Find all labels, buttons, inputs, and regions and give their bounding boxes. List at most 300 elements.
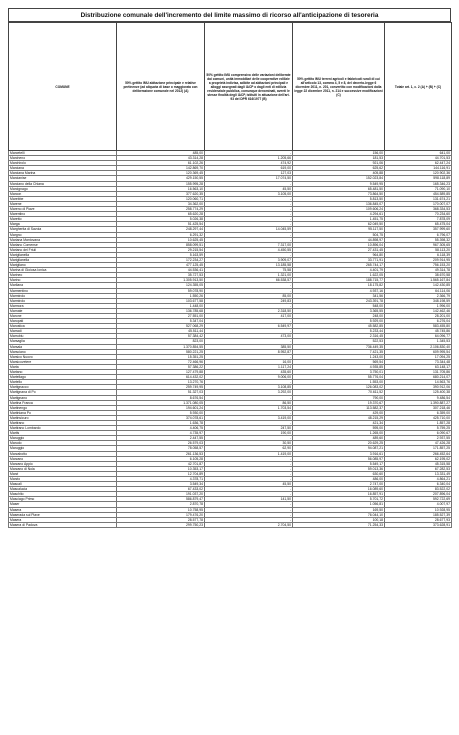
cell-value: 58.113,20 [385,247,452,252]
cell-value: 45,50 [205,186,293,191]
cell-value: 169,50 [293,507,385,512]
cell-value: 65.620,28 [117,212,205,217]
cell-value: 1.448,00 [117,303,205,308]
cell-value: 368.334,53 [385,207,452,212]
cell-value: 9.549,95 [293,181,385,186]
cell-value: 4.935,85 [293,364,385,369]
cell-comune: Marzano [9,456,117,461]
cell-value: 5.813,50 [293,196,385,201]
cell-value: 59.078,90 [117,288,205,293]
cell-value: - [205,319,293,324]
cell-value: 76.044,10 [293,512,385,517]
cell-value: 373.628,91 [385,522,452,527]
cell-value: 2.316,45 [293,334,385,339]
cell-value: 113.582,37 [293,405,385,410]
cell-value: - [205,420,293,425]
cell-value: 57.386,22 [117,364,205,369]
cell-value: 4.735,97 [117,431,205,436]
cell-comune: Marcetelli [9,151,117,156]
document-page [8,8,451,528]
cell-value: - [205,151,293,156]
cell-value: 4.937,16 [293,288,385,293]
cell-value: 65.475,04 [385,222,452,227]
cell-value: 2.704,50 [205,522,293,527]
cell-comune: Marino [9,278,117,283]
cell-comune: Mascali [9,482,117,487]
cell-value: 131.674,21 [385,196,452,201]
cell-value: - [205,212,293,217]
cell-value: 57.384,42 [117,334,205,339]
cell-value: 736.449,35 [293,344,385,349]
cell-value: 45.745,86 [385,329,452,334]
cell-value: 14.563,76 [385,380,452,385]
cell-value: 5.233,44 [293,329,385,334]
cell-value: 7.878,09 [385,217,452,222]
cell-value: 1.370.854,55 [117,344,205,349]
cell-value: 7.317,00 [205,242,293,247]
cell-value: 5.930,00 [117,410,205,415]
cell-value: 67.433,02 [117,487,205,492]
header-imu-terreni: 50% gettito IMU terreni agricoli e fabbricati rurali di cui all'articolo 13, comma 4, 5 e 8, del decreto-legge 6 dicembre 2011, n. 201, convertito con modificazioni dalla legge 22 dicembre 2011, n. 214 e successive modificazioni (C) [293,23,385,151]
cell-value: 265.744,17 [293,263,385,268]
cell-value: 385,50 [205,344,293,349]
cell-value: 421,34 [293,420,385,425]
cell-value: 1.117,24 [205,364,293,369]
cell-value: 619,00 [205,166,293,171]
cell-comune: Marcon [9,191,117,196]
cell-comune: Marene [9,201,117,206]
cell-value: 16,00 [205,359,293,364]
cell-comune: Mareno di Piave [9,207,117,212]
cell-value: 125.400,38 [385,390,452,395]
cell-comune: Martis [9,431,117,436]
cell-value: 243.391,78 [293,298,385,303]
cell-value: 49.314,78 [385,268,452,273]
cell-comune: Marciano della Chiana [9,181,117,186]
cell-value: 51.327,03 [117,390,205,395]
cell-value: 1.550,26 [117,293,205,298]
cell-value: 756.153,20 [385,263,452,268]
cell-value: 266.452,64 [385,451,452,456]
cell-value: 194.601,24 [117,405,205,410]
cell-comune: Marsaglia [9,339,117,344]
cell-comune: Masera di Padova [9,522,117,527]
cell-comune: Mariana Mantovana [9,237,117,242]
cell-value: 28.201,00 [385,314,452,319]
cell-comune: Martinengo [9,405,117,410]
cell-value: 4.378,71 [117,477,205,482]
cell-value: - [205,201,293,206]
cell-value: 13.331,49 [385,471,452,476]
cell-value: 20.629,25 [293,441,385,446]
cell-value: 299.750,23 [117,522,205,527]
cell-value: 258.774,29 [117,207,205,212]
cell-value: 527.068,29 [117,324,205,329]
cell-value: 78.058,57 [117,446,205,451]
cell-comune: Mariglianella [9,252,117,257]
cell-value: 249,83 [205,298,293,303]
cell-comune: Marentino [9,212,117,217]
cell-value: 5.163,59 [117,252,205,257]
cell-value: 26.579,03 [117,441,205,446]
cell-comune: Marnate [9,308,117,313]
cell-value: 9.006,00 [205,375,293,380]
cell-value: 86,50 [205,400,293,405]
cell-value: 43.314,28 [117,156,205,161]
cell-comune: Martiniana Po [9,410,117,415]
cell-value: - [205,232,293,237]
cell-value: 109.606,24 [293,207,385,212]
cell-value: 45,50 [205,482,293,487]
cell-value: 63.148,17 [385,364,452,369]
cell-comune: Marina di Gioiosa Ionica [9,268,117,273]
cell-value: 56.085,97 [293,456,385,461]
cell-value: 1.996,00 [385,303,452,308]
cell-value: 3.909,07 [205,257,293,262]
cell-comune: Maschito [9,492,117,497]
cell-value: 10.625,45 [117,237,205,242]
cell-comune: Marmirolo [9,293,117,298]
cell-value: 967.305,65 [385,242,452,247]
cell-value: 64.114,06 [385,288,452,293]
cell-comune: Mariano del Friuli [9,247,117,252]
cell-value: - [205,222,293,227]
cell-value: 259.749,95 [117,385,205,390]
cell-value: 95.117,50 [293,227,385,232]
cell-comune: Martirano [9,420,117,425]
cell-value: 454.589,85 [385,191,452,196]
cell-value: 641,00 [385,151,452,156]
cell-value: 580.221,25 [117,349,205,354]
cell-value: - [205,492,293,497]
cell-value: 83.522,02 [385,487,452,492]
cell-value: 474,92 [205,161,293,166]
cell-comune: Martirano Lombardo [9,426,117,431]
cell-value: 8.952,87 [205,349,293,354]
cell-value: 3.916,61 [293,451,385,456]
cell-comune: Maruggio [9,436,117,441]
cell-value: 127.479,88 [117,370,205,375]
cell-value: 625,62 [293,166,385,171]
cell-comune: Marone [9,314,117,319]
cell-value: 185.527,39 [385,512,452,517]
cell-value: 55.776,04 [293,375,385,380]
cell-value: 6.105,28 [117,456,205,461]
cell-value: 73.344,48 [385,359,452,364]
cell-value: 6.118,39 [385,252,452,257]
cell-value: 548,00 [293,303,385,308]
cell-value: 209.914,95 [385,257,452,262]
cell-value: 120.369,45 [117,171,205,176]
cell-value: 45.315,58 [385,461,452,466]
cell-value: 609.995,54 [385,349,452,354]
cell-value: 61.102,26 [117,161,205,166]
cell-comune: Masera [9,517,117,522]
cell-value: 152.023,84 [293,176,385,181]
cell-value: 62,90 [205,446,293,451]
cell-value: 94.087,21 [293,446,385,451]
cell-value: 181,53 [293,156,385,161]
cell-value: 429.150,55 [117,176,205,181]
cell-value: 1.553,00 [293,380,385,385]
cell-value: 142.869,70 [117,166,205,171]
cell-value: 10.896,04 [293,242,385,247]
cell-comune: Marudo [9,441,117,446]
cell-comune: Marzano di Nola [9,466,117,471]
cell-value: - [205,466,293,471]
cell-value: 5.701,72 [293,497,385,502]
cell-value: 5.549,17 [293,461,385,466]
cell-value: 27.431,45 [293,247,385,252]
cell-value: 6.090,67 [385,431,452,436]
cell-comune: Mascalucia [9,487,117,492]
cell-value: 374.078,61 [117,415,205,420]
cell-value: 85,00 [205,293,293,298]
cell-value: 2.318,50 [205,308,293,313]
cell-value: 44.898,97 [293,237,385,242]
cell-value: 66.538,57 [205,278,293,283]
cell-value: 790,00 [293,395,385,400]
cell-value: 307.218,46 [385,405,452,410]
cell-value: 489,60 [293,436,385,441]
cell-comune: Marliana [9,283,117,288]
cell-value: 120.902,36 [385,171,452,176]
cell-value: 6.291,32 [117,232,205,237]
cell-value: - [205,207,293,212]
cell-comune: Maretto [9,217,117,222]
cell-value: - [205,354,293,359]
cell-value: 155.995,28 [117,181,205,186]
cell-comune: Marzabotto [9,451,117,456]
cell-value: 6.549,97 [205,324,293,329]
cell-comune: Marebbe [9,196,117,201]
cell-comune: Marmora [9,303,117,308]
cell-value: 390.912,06 [385,385,452,390]
cell-value: - [205,507,293,512]
cell-comune: Martellago [9,375,117,380]
cell-value: 10.928,95 [385,507,452,512]
cell-value: - [205,471,293,476]
cell-comune: Martinsicuro [9,415,117,420]
cell-value: 100,18 [293,517,385,522]
cell-value: 583.455,80 [385,324,452,329]
cell-value: 17.074,50 [205,176,293,181]
cell-value: 435,60 [205,370,293,375]
cell-value: 417,00 [205,314,293,319]
cell-comune: Marchirolo [9,161,117,166]
cell-comune: Marineo [9,273,117,278]
cell-value: 10.758,95 [117,507,205,512]
cell-value: 16.089,60 [293,487,385,492]
table-body [9,151,452,528]
cell-value: 2.937,55 [385,436,452,441]
cell-value: 858.099,51 [117,242,205,247]
cell-value: 144.116,91 [385,166,452,171]
cell-value: 16.563,10 [117,186,205,191]
cell-value: 6.276,04 [385,319,452,324]
cell-comune: Marta [9,364,117,369]
cell-value: 44.701,53 [385,156,452,161]
cell-value: 120.060,71 [117,196,205,201]
cell-value: 179.476,20 [117,512,205,517]
cell-value: 1.056,81 [293,502,385,507]
cell-value: 261.136,53 [117,451,205,456]
cell-value: 67.282,53 [385,466,452,471]
cell-value: 247,50 [205,426,293,431]
cell-value: - [205,502,293,507]
cell-value: - [205,517,293,522]
cell-value: 42.701,87 [117,461,205,466]
cell-value: - [205,329,293,334]
cell-value: 248,00 [293,314,385,319]
cell-value: - [205,436,293,441]
cell-comune: Marciana [9,166,117,171]
cell-value: 1.321,00 [205,273,293,278]
cell-value: - [205,477,293,482]
cell-value: 680.214,07 [385,375,452,380]
cell-value: 473,00 [205,334,293,339]
cell-value: - [205,181,293,186]
cell-value: 124.355,05 [117,283,205,288]
cell-comune: Mariglianella [9,257,117,262]
cell-value: 1.636,78 [117,420,205,425]
cell-value: 2.870,78 [117,502,205,507]
cell-comune: Marrubiu [9,334,117,339]
cell-value: 136.845,07 [293,201,385,206]
cell-value: 1.565.167,84 [385,278,452,283]
cell-value: - [205,380,293,385]
cell-value: 44.536,41 [117,268,205,273]
cell-value: 55.398,32 [385,237,452,242]
cell-value: 4.401,79 [293,268,385,273]
cell-value: 586.879,47 [117,497,205,502]
cell-value: - [205,283,293,288]
cell-value: 73.864,50 [293,191,385,196]
cell-value: 4.450,55 [205,247,293,252]
cell-comune: Marostica [9,324,117,329]
cell-value: 29.215,54 [117,247,205,252]
cell-value: 3.549,34 [117,482,205,487]
cell-value: 136.785,68 [117,308,205,313]
cell-value: 921,06 [293,161,385,166]
cell-value: 30,50 [205,441,293,446]
cell-value: 18.175,82 [293,283,385,288]
cell-value: 8.676,54 [117,395,205,400]
cell-value: 190,00 [205,431,293,436]
cell-value: 1.622,05 [293,273,385,278]
cell-value: 377.620,35 [117,191,205,196]
cell-comune: Marcignago [9,186,117,191]
cell-comune: Marradi [9,329,117,334]
cell-comune: Maruggio [9,446,117,451]
cell-value: 1.419,00 [205,451,293,456]
cell-value: 71.254,33 [293,522,385,527]
header-totale: Totale art. 1, c. 2 (A) + (B) + (C) [385,23,452,151]
header-comune: COMUNE [9,23,117,151]
cell-value: 28.577,78 [117,517,205,522]
cell-value: 3.419,00 [205,415,293,420]
cell-value: 341,56 [293,293,385,298]
cell-value: 1.243,00 [293,354,385,359]
cell-value: 142.462,46 [385,308,452,313]
cell-value: 207.896,04 [385,492,452,497]
cell-comune: Marzano Appio [9,461,117,466]
cell-comune: Maropati [9,319,117,324]
cell-value: - [205,196,293,201]
cell-value: 1.265,00 [293,431,385,436]
cell-value: 6.340,04 [385,482,452,487]
cell-value: - [205,303,293,308]
cell-value: 6.359,00 [385,410,452,415]
cell-value: 12.704,89 [117,471,205,476]
cell-value: 62.195,02 [385,456,452,461]
cell-value: 72.466,96 [117,359,205,364]
cell-value: 5.347,04 [117,319,205,324]
cell-value: 35.727,53 [117,273,205,278]
cell-value: 38.670,58 [385,273,452,278]
cell-value: - [205,339,293,344]
cell-value: 595,00 [293,426,385,431]
cell-comune: Maserada sul Piave [9,512,117,517]
cell-value: 592.722,69 [385,497,452,502]
cell-value: 5.026,38 [117,217,205,222]
cell-value: 34.362,00 [117,201,205,206]
cell-value: 1.345,53 [385,339,452,344]
cell-value: 5.759,25 [385,426,452,431]
cell-value: 9.486,54 [385,395,452,400]
cell-value: 1.703,54 [205,405,293,410]
cell-value: 10.353,17 [117,466,205,471]
cell-value: 65.481,50 [293,186,385,191]
cell-value: 823,00 [117,339,205,344]
cell-value: 6.796,07 [385,232,452,237]
cell-value: 172.234,27 [117,257,205,262]
cell-value: 17.094,25 [385,354,452,359]
cell-comune: Martello [9,380,117,385]
cell-comune: Marcheno [9,156,117,161]
cell-value: 64.096,77 [385,334,452,339]
cell-value: 15.351,25 [117,354,205,359]
cell-value: 71.090,10 [385,186,452,191]
cell-value: 188.715,77 [293,278,385,283]
cell-value: 62.049,50 [293,222,385,227]
cell-value: - [205,288,293,293]
cell-value: 357.999,60 [385,227,452,232]
cell-value: 131.705,86 [385,370,452,375]
cell-value: 7.421,35 [293,349,385,354]
cell-value: 127,03 [205,171,293,176]
cell-value: 45.511,44 [117,329,205,334]
cell-value: 70.234,60 [385,212,452,217]
cell-value: 3.108,85 [205,385,293,390]
cell-comune: Margherita di Savoia [9,227,117,232]
cell-comune: Martina Franca [9,400,117,405]
cell-value: 191.037,20 [117,492,205,497]
cell-value: 14.045,59 [205,227,293,232]
cell-value: 504,75 [293,232,385,237]
cell-value: 45.582,85 [293,324,385,329]
cell-comune: Marigliano [9,263,117,268]
cell-value: 165.346,23 [385,181,452,186]
cell-value: 405,88 [293,171,385,176]
cell-comune: Margno [9,232,117,237]
cell-value: 4.406,75 [117,426,205,431]
cell-value: 598.118,89 [385,176,452,181]
cell-value: 1.857,28 [385,420,452,425]
cell-value: 103.677,58 [117,298,205,303]
cell-comune: Marmirolo [9,298,117,303]
cell-value: 75,58 [205,268,293,273]
